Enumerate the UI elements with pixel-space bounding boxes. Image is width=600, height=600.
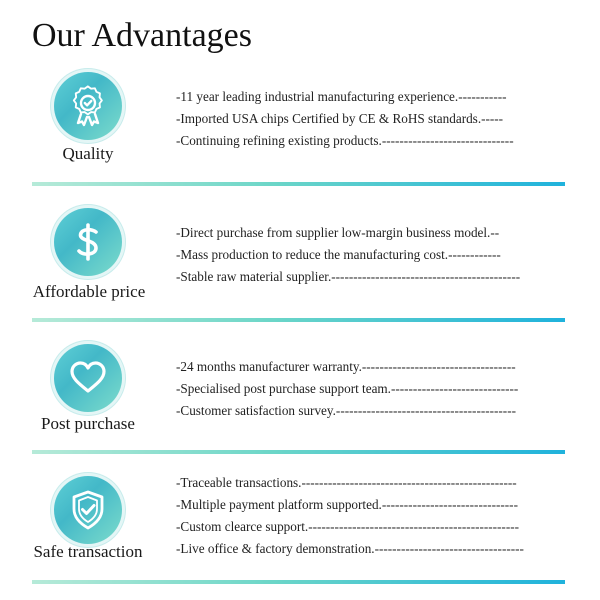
dollar-icon: [54, 208, 122, 276]
list-item: -Stable raw material supplier.-------------------------------------------: [176, 269, 521, 284]
list-item: -Customer satisfaction survey.-----------------------------------------: [176, 403, 516, 418]
list-item: -Mass production to reduce the manufacturing cost.------------: [176, 247, 501, 262]
section-label: Safe transaction: [33, 542, 143, 561]
section-divider: [32, 450, 565, 454]
section-label: Quality: [62, 144, 114, 163]
list-item: -Continuing refining existing products.------------------------------: [176, 133, 514, 148]
advantage-list: [176, 86, 514, 152]
list-item: -Specialised post purchase support team.-----------------------------: [176, 381, 519, 396]
advantage-list: [176, 222, 520, 288]
section-label: Post purchase: [41, 414, 135, 433]
section-label: Affordable price: [32, 282, 146, 301]
section-divider: [32, 182, 565, 186]
list-item: -Imported USA chips Certified by CE & RoHS standards.-----: [176, 111, 504, 126]
advantage-list: [176, 472, 524, 560]
list-item: -24 months manufacturer warranty.-----------------------------------: [176, 359, 516, 374]
section-divider: [32, 318, 565, 322]
advantage-list: [176, 356, 518, 422]
shield-check-icon: [54, 476, 122, 544]
heart-icon: [54, 344, 122, 412]
section-divider: [32, 580, 565, 584]
page-title: Our Advantages: [32, 17, 253, 54]
list-item: -11 year leading industrial manufacturing experience.-----------: [176, 89, 507, 104]
list-item: -Multiple payment platform supported.-------------------------------: [176, 497, 518, 512]
list-item: -Custom clearce support.------------------------------------------------: [176, 519, 519, 534]
list-item: -Direct purchase from supplier low-margin business model.--: [176, 225, 500, 240]
quality-badge-icon: [54, 72, 122, 140]
list-item: -Traceable transactions.-------------------------------------------------: [176, 475, 517, 490]
list-item: -Live office & factory demonstration.----------------------------------: [176, 541, 524, 556]
